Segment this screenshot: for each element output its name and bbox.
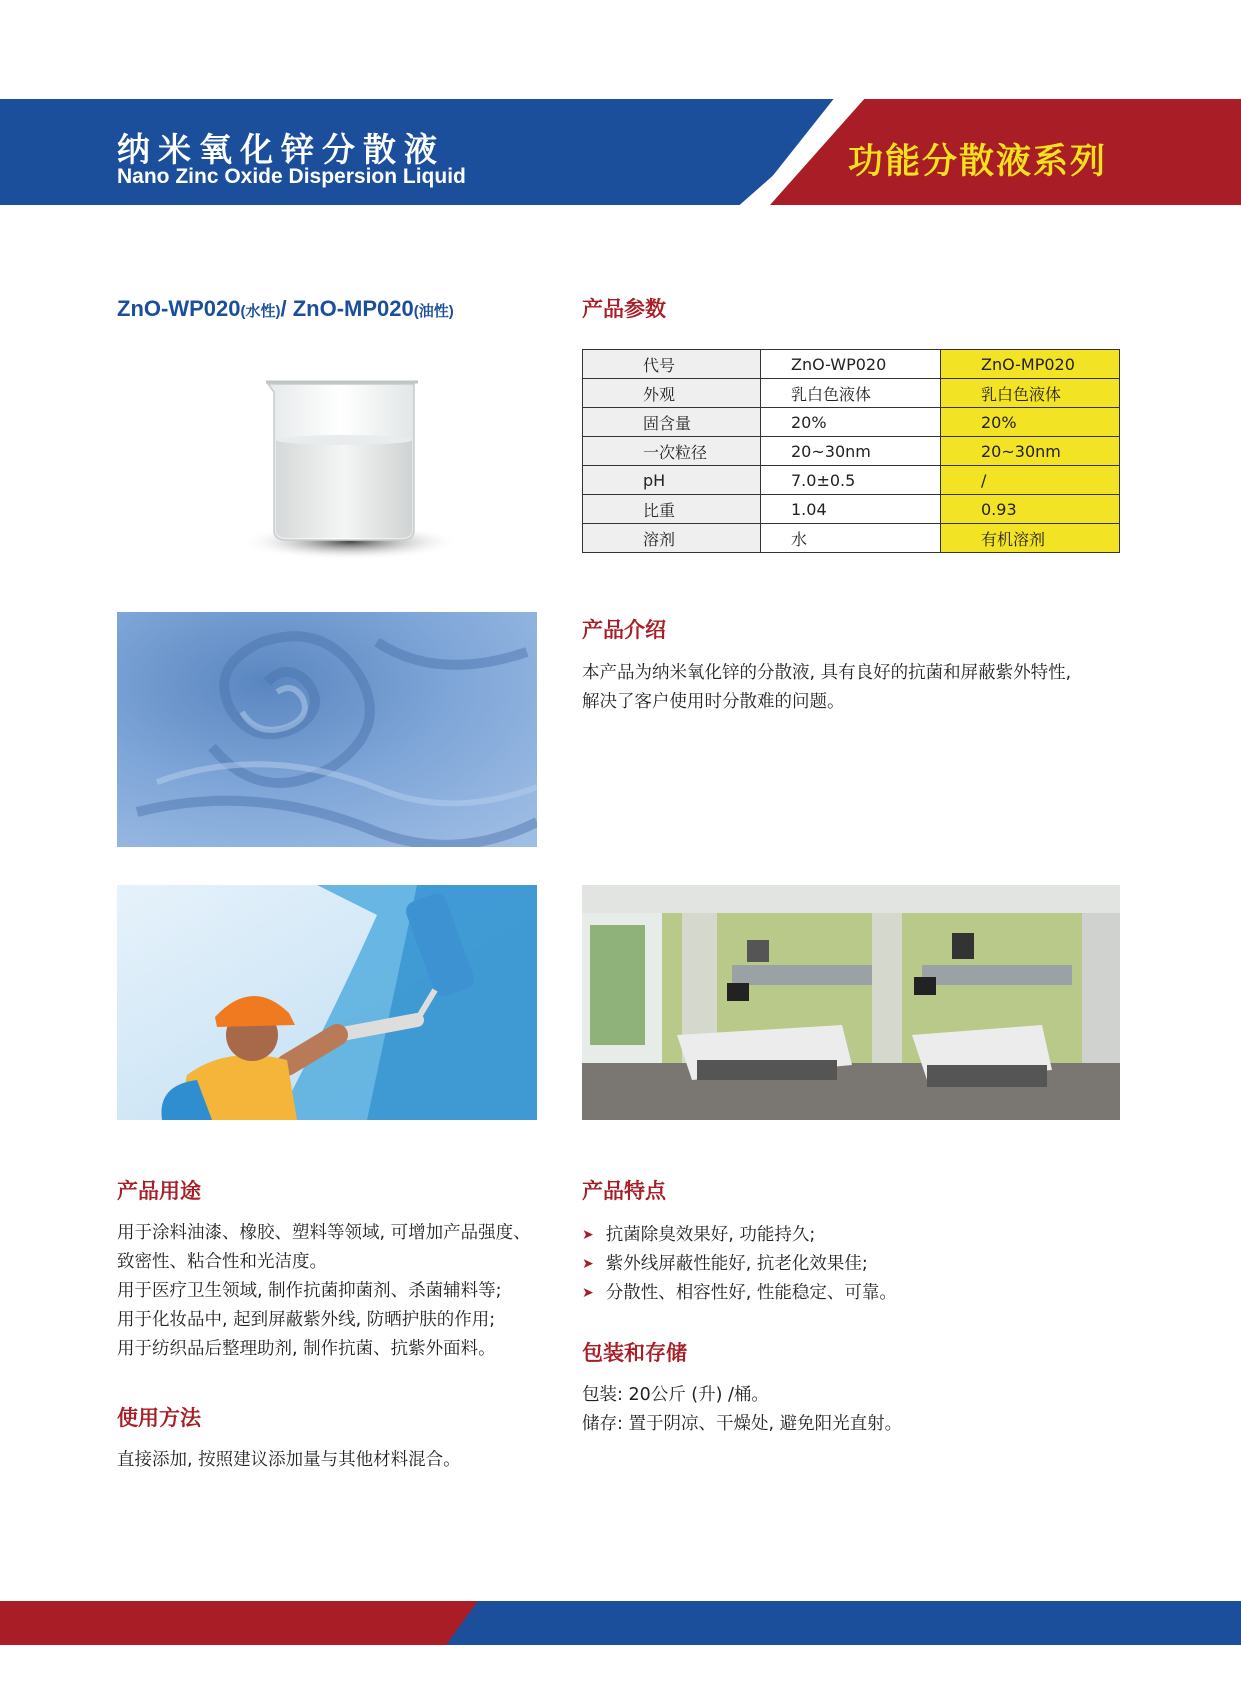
packaging-heading: 包装和存储 [582, 1341, 687, 1365]
arrow-icon: ➤ [582, 1285, 594, 1301]
packaging-line: 包装: 20公斤 (升) /桶。 [582, 1385, 769, 1405]
usage-line: 用于医疗卫生领域, 制作抗菌抑菌剂、杀菌辅料等; [117, 1281, 502, 1301]
model-type-2: (油性) [413, 303, 454, 320]
model-name-1: ZnO-WP020 [117, 296, 241, 321]
intro-text [582, 659, 1071, 717]
feature-item: ➤ 分散性、相容性好, 性能稳定、可靠。 [582, 1283, 897, 1303]
param-value-wp020: 1.04 [761, 495, 941, 524]
model-type-1: (水性) [240, 303, 281, 320]
usage-line: 用于纺织品后整理助剂, 制作抗菌、抗紫外面料。 [117, 1339, 496, 1359]
params-row [583, 379, 1120, 408]
fabric-photo [117, 612, 537, 847]
params-row [583, 495, 1120, 524]
param-value-mp020: 乳白色液体 [941, 379, 1120, 408]
param-label: 一次粒径 [583, 437, 761, 466]
param-value-mp020: 20% [941, 408, 1120, 437]
param-value-wp020: 20% [761, 408, 941, 437]
params-row [583, 408, 1120, 437]
param-value-wp020: ZnO-WP020 [761, 350, 941, 379]
product-title-en: Nano Zinc Oxide Dispersion Liquid [117, 165, 466, 188]
intro-line: 解决了客户使用时分散难的问题。 [582, 692, 845, 712]
intro-line: 本产品为纳米氧化锌的分散液, 具有良好的抗菌和屏蔽紫外特性, [582, 663, 1072, 683]
params-heading: 产品参数 [582, 297, 666, 321]
param-label: 溶剂 [583, 524, 761, 553]
params-table [582, 349, 1120, 553]
usage-line: 致密性、粘合性和光洁度。 [117, 1252, 327, 1272]
method-text: 直接添加, 按照建议添加量与其他材料混合。 [117, 1450, 461, 1470]
usage-heading: 产品用途 [117, 1179, 201, 1203]
param-value-wp020: 20~30nm [761, 437, 941, 466]
usage-line: 用于涂料油漆、橡胶、塑料等领域, 可增加产品强度、 [117, 1223, 531, 1243]
series-title: 功能分散液系列 [848, 142, 1108, 182]
param-label: 比重 [583, 495, 761, 524]
param-value-wp020: 水 [761, 524, 941, 553]
model-separator: / [280, 296, 293, 321]
hospital-photo [582, 885, 1120, 1120]
param-label: 外观 [583, 379, 761, 408]
params-row [583, 524, 1120, 553]
param-label: 代号 [583, 350, 761, 379]
model-name-2: ZnO-MP020 [292, 296, 414, 321]
storage-line: 储存: 置于阴凉、干燥处, 避免阳光直射。 [582, 1414, 903, 1434]
feature-item: ➤ 紫外线屏蔽性能好, 抗老化效果佳; [582, 1254, 868, 1274]
param-value-mp020: / [941, 466, 1120, 495]
intro-heading: 产品介绍 [582, 618, 666, 642]
method-heading: 使用方法 [117, 1406, 201, 1430]
params-row [583, 350, 1120, 379]
param-label: 固含量 [583, 408, 761, 437]
arrow-icon: ➤ [582, 1227, 594, 1243]
param-value-mp020: 20~30nm [941, 437, 1120, 466]
packaging-text [582, 1381, 902, 1439]
feature-item: ➤ 抗菌除臭效果好, 功能持久; [582, 1225, 816, 1245]
features-heading: 产品特点 [582, 1179, 666, 1203]
param-value-wp020: 乳白色液体 [761, 379, 941, 408]
params-row [583, 437, 1120, 466]
param-value-mp020: 0.93 [941, 495, 1120, 524]
footer-band-blue [446, 1601, 1241, 1645]
params-row [583, 466, 1120, 495]
beaker-image [230, 362, 460, 572]
usage-text [117, 1219, 531, 1364]
painter-photo [117, 885, 537, 1120]
model-line [117, 296, 454, 322]
param-value-wp020: 7.0±0.5 [761, 466, 941, 495]
param-value-mp020: 有机溶剂 [941, 524, 1120, 553]
param-label: pH [583, 466, 761, 495]
arrow-icon: ➤ [582, 1256, 594, 1272]
usage-line: 用于化妆品中, 起到屏蔽紫外线, 防晒护肤的作用; [117, 1310, 496, 1330]
product-title-cn: 纳米氧化锌分散液 [117, 130, 445, 169]
param-value-mp020: ZnO-MP020 [941, 350, 1120, 379]
footer-band-red [0, 1601, 480, 1645]
